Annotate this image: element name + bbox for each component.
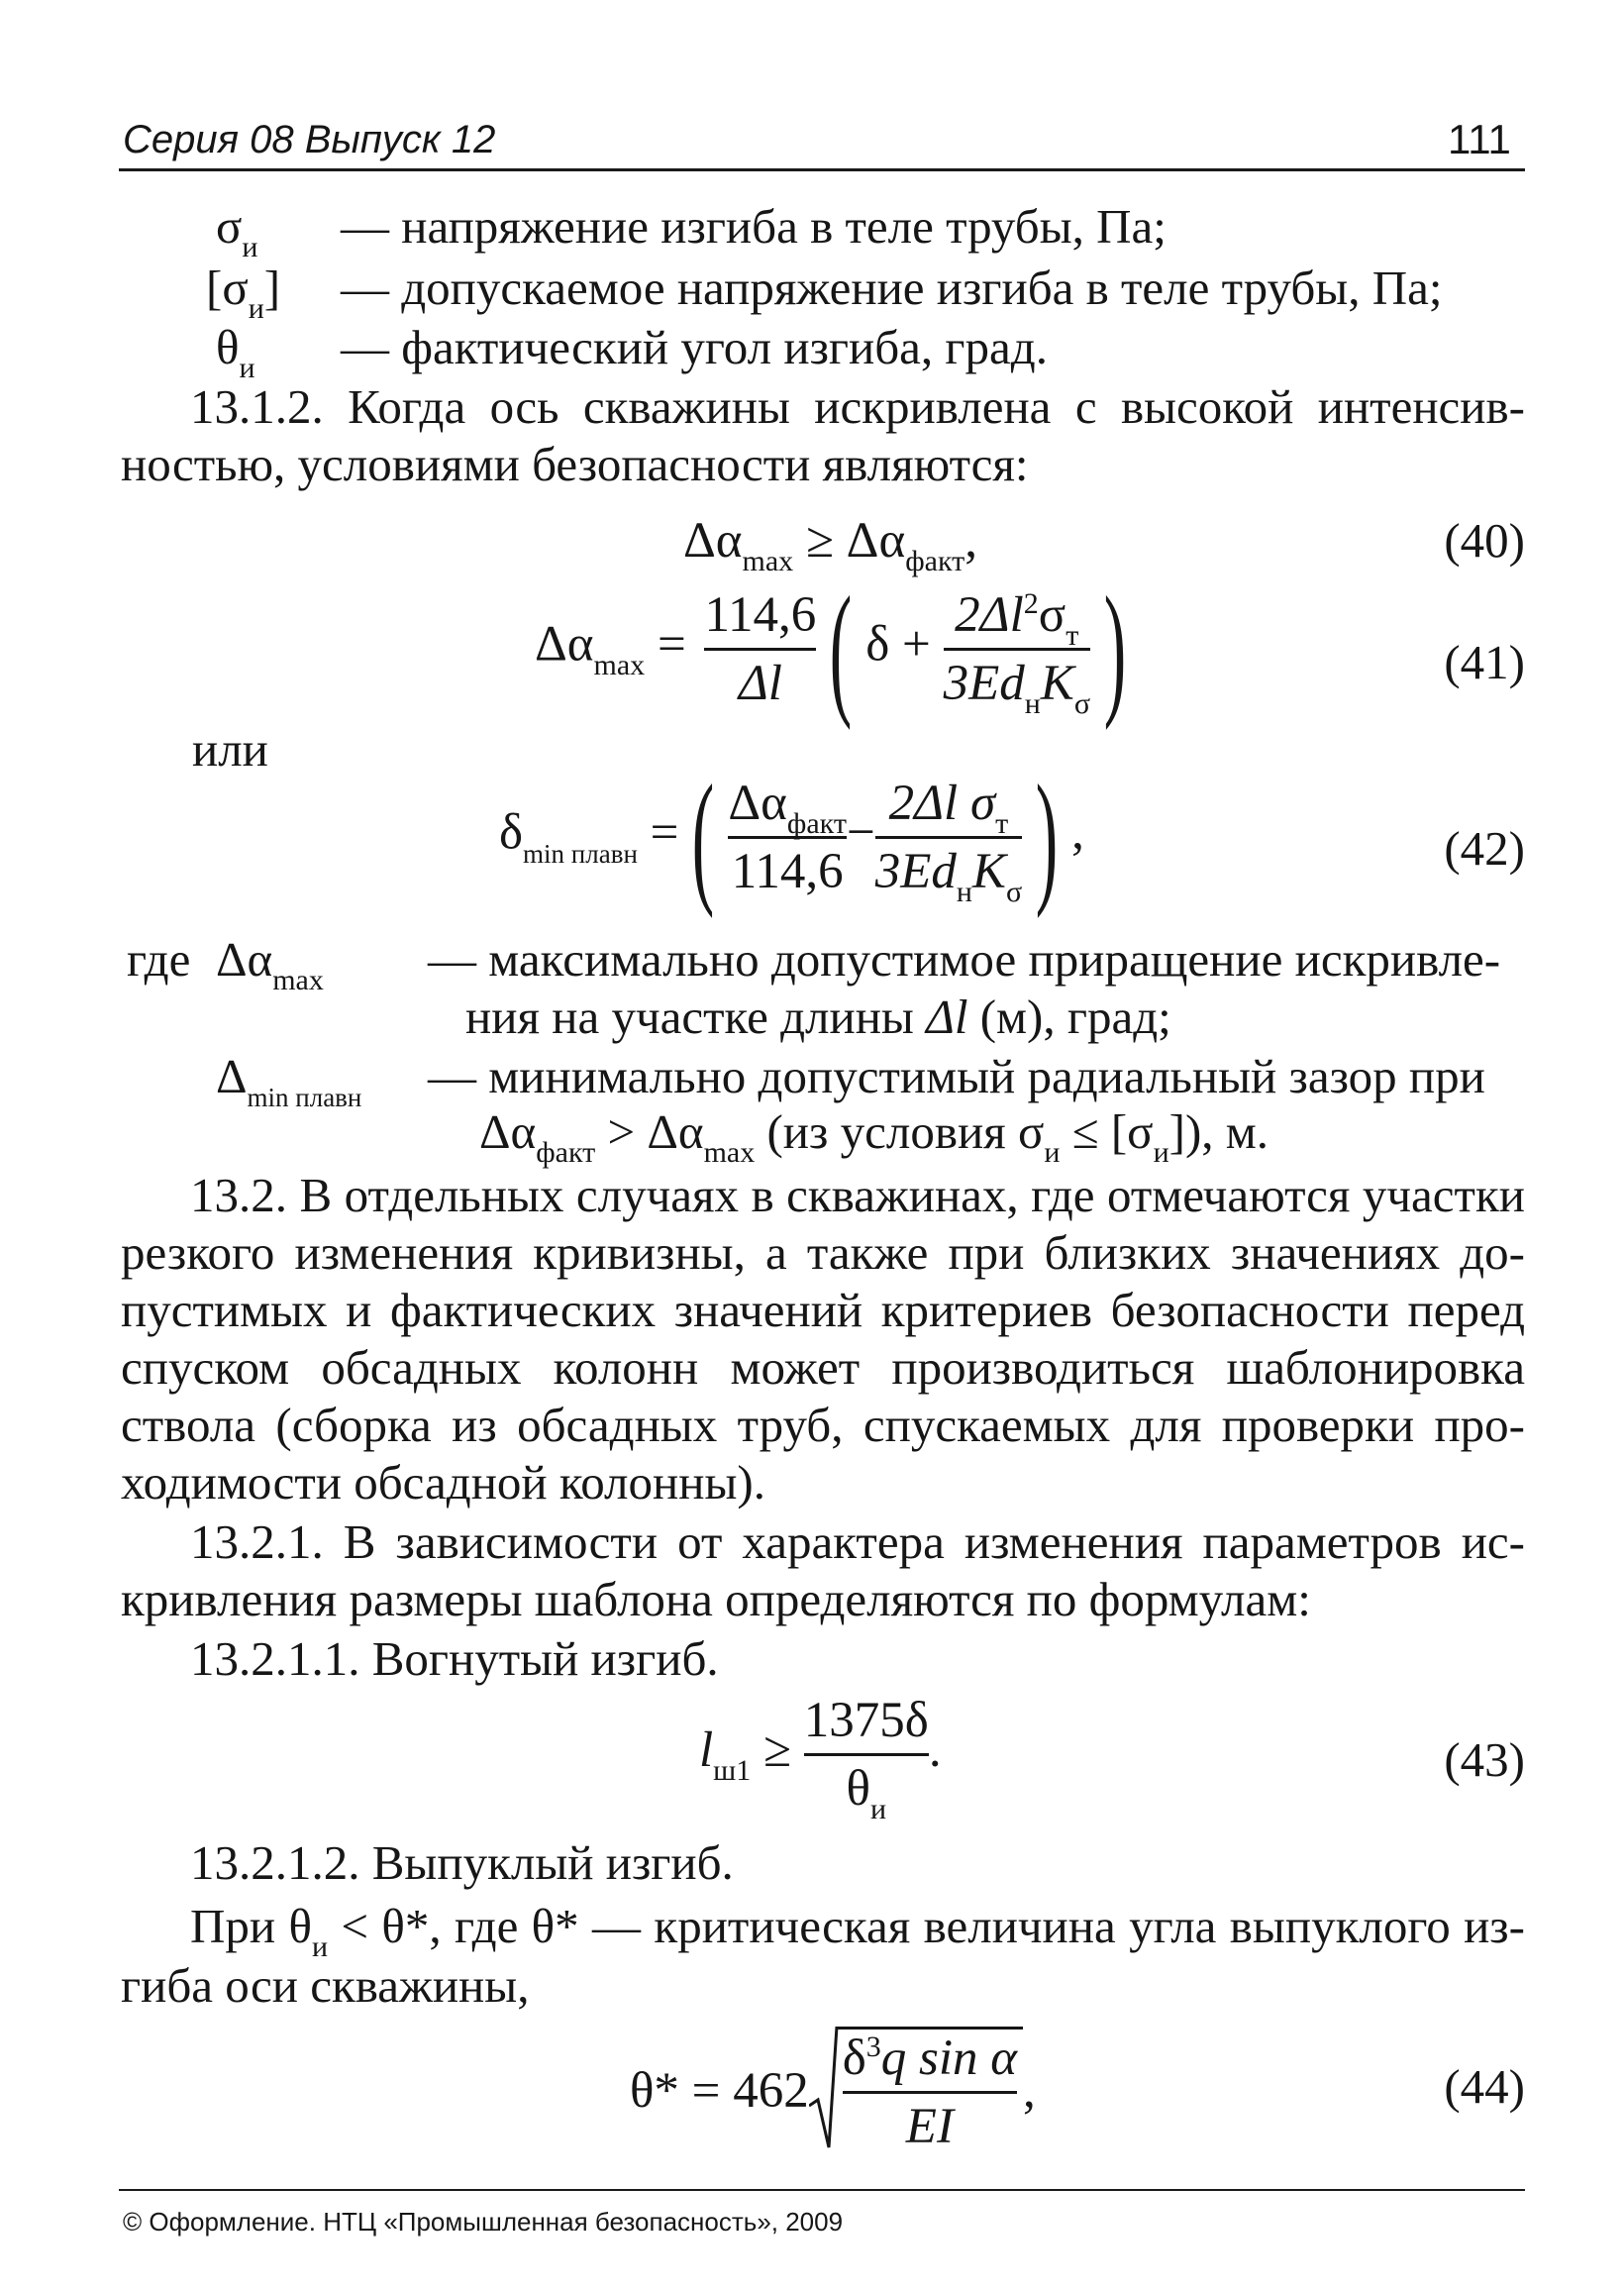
- formula-44-number: (44): [1444, 2059, 1525, 2114]
- radical-sign: [809, 2027, 839, 2149]
- formula-44: θ* = 462 $\frac{\delta^3q \sin \alpha}{EI}$ ,: [630, 2027, 1036, 2155]
- def-delta-min-line2: $\Delta\alpha_{факт} > \Delta\alpha_{max}$ (из условия $\sigma_и \le [\sigma_и]$), м.: [479, 1104, 1269, 1169]
- formula-43: $l_{ш1}$ ≥ $\frac{1375\delta}{\theta_и}$ .: [699, 1693, 942, 1825]
- heading-13-2-1-1: 13.2.1.1. Вогнутый изгиб.: [190, 1631, 719, 1686]
- formula-41: $\Delta\alpha_{max}$ = $\frac{114,6}{\Delta l}$ ( δ + $\frac{2\Delta l^2\sigma_т}{3Ed_нK_\sigma}$ ): [535, 567, 1127, 731]
- para-13-2-1-line1: 13.2.1. В зависимости от характера изменения параметров ис-: [190, 1514, 1525, 1569]
- header-rule: [119, 168, 1525, 171]
- formula-40: $\Delta\alpha_{max} \ge \Delta\alpha_{факт}$,: [683, 513, 977, 577]
- para-theta-line1: При $\theta_и < \theta*$, где θ* — критическая величина угла выпуклого из-: [190, 1899, 1525, 1963]
- word-or: или: [192, 722, 268, 777]
- para-13-2-line6: ходимости обсадной колонны).: [121, 1455, 765, 1510]
- footer-copyright: © Оформление. НТЦ «Промышленная безопасность», 2009: [123, 2207, 844, 2237]
- para-13-2-line1: 13.2. В отдельных случаях в скважинах, где отмечаются участки: [190, 1168, 1525, 1222]
- def-delta-alpha-max-line2: ния на участке длины Δl (м), град;: [465, 989, 1171, 1044]
- heading-13-2-1-2: 13.2.1.2. Выпуклый изгиб.: [190, 1835, 734, 1890]
- para-13-2-line2: резкого изменения кривизны, а также при близких значениях до-: [121, 1225, 1525, 1280]
- running-header-series: Серия 08 Выпуск 12: [123, 118, 496, 161]
- footer-rule: [119, 2189, 1525, 2191]
- para-13-1-2-line1: 13.1.2. Когда ось скважины искривлена с высокой интенсив-: [190, 379, 1525, 434]
- para-13-2-line3: пустимых и фактических значений критериев безопасности перед: [121, 1283, 1525, 1337]
- formula-43-number: (43): [1444, 1732, 1525, 1787]
- formula-42: $\delta_{min плавн}$ =( $\frac{\Delta\alpha_{факт}}{114,6}$ − $\frac{2\Delta l \sigma_т}{3Ed_нK_\sigma}$ ) ,: [499, 755, 1084, 919]
- para-13-2-line4: спуском обсадных колонн может производиться шаблонировка: [121, 1340, 1525, 1395]
- formula-40-number: (40): [1444, 513, 1525, 568]
- para-13-1-2-line2: ностью, условиями безопасности являются:: [121, 437, 1029, 491]
- formula-41-number: (41): [1444, 635, 1525, 689]
- para-theta-line2: гиба оси скважины,: [121, 1958, 530, 2013]
- formula-42-number: (42): [1444, 821, 1525, 876]
- page-number: 111: [1448, 116, 1511, 162]
- para-13-2-1-line2: кривления размеры шаблона определяются по формулам:: [121, 1572, 1311, 1626]
- para-13-2-line5: ствола (сборка из обсадных труб, спускаемых для проверки про-: [121, 1398, 1525, 1452]
